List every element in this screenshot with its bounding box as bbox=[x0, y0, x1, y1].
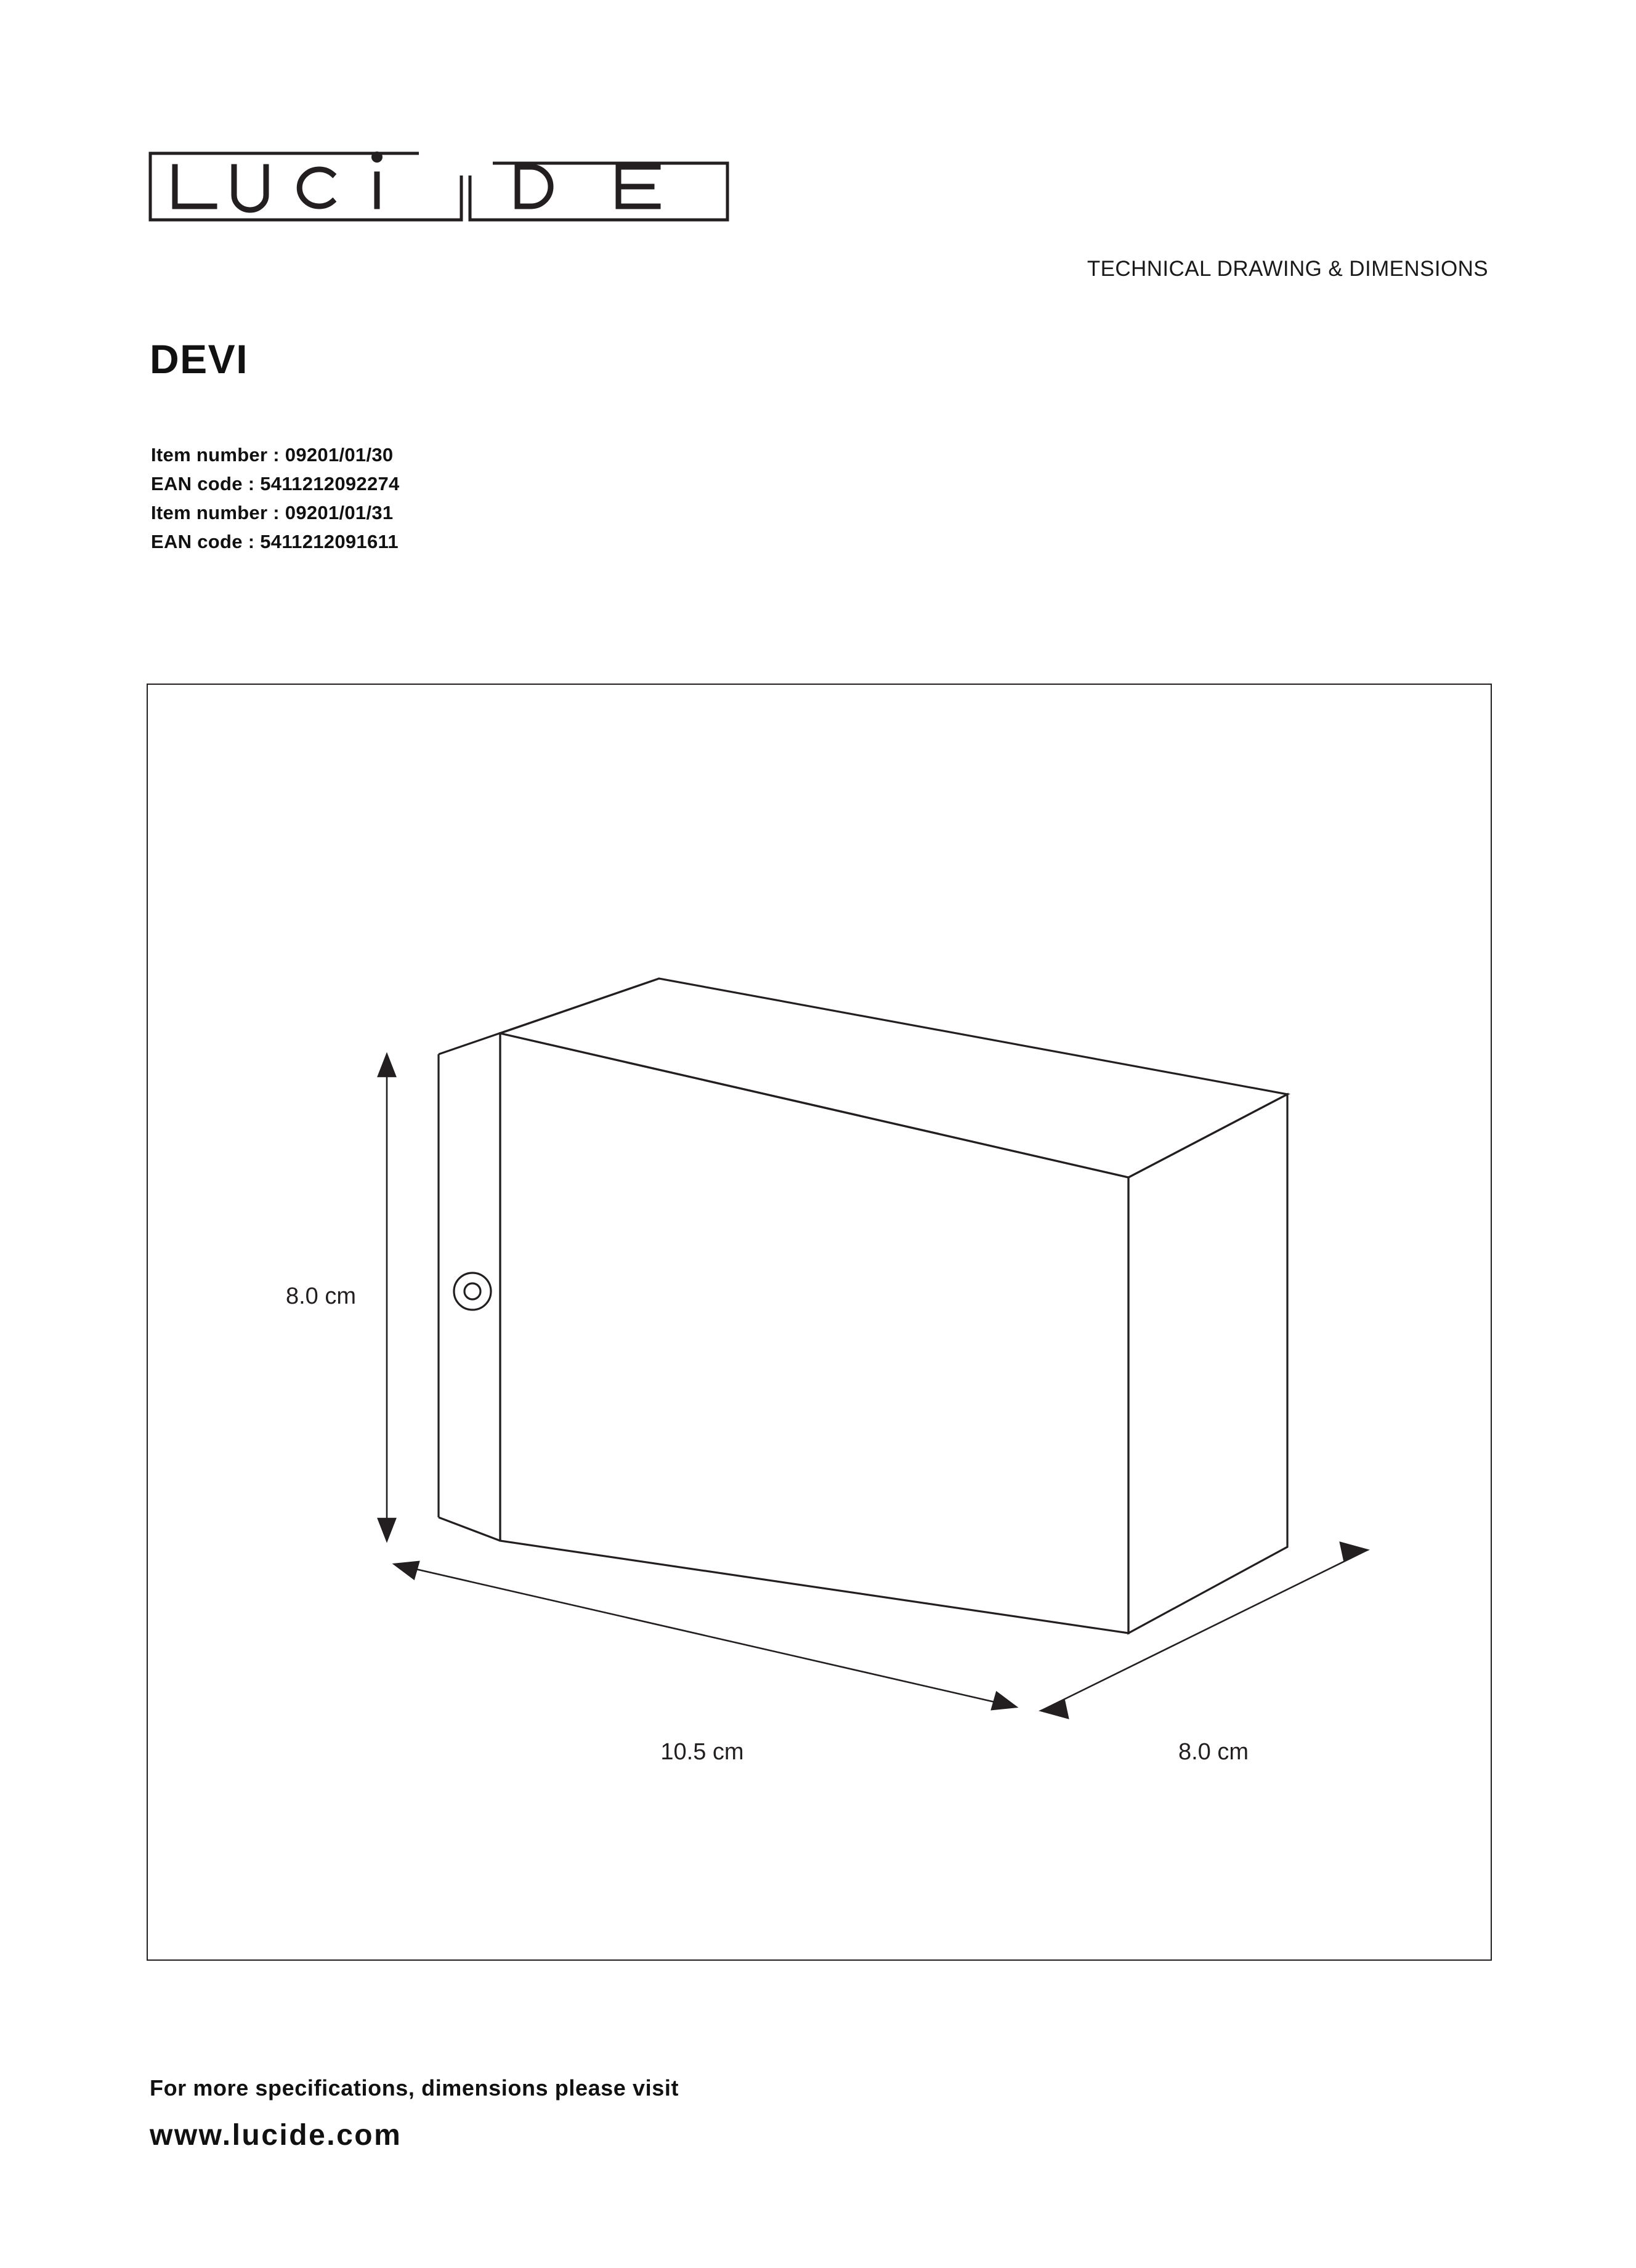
footer-text: For more specifications, dimensions please visit bbox=[150, 2075, 679, 2101]
dimension-width-label: 10.5 cm bbox=[660, 1739, 744, 1765]
product-name: DEVI bbox=[150, 336, 249, 382]
ean-code-2: EAN code : 5411212091611 bbox=[151, 531, 399, 552]
page-header bbox=[148, 126, 1488, 281]
product-codes bbox=[151, 440, 400, 556]
page-title: TECHNICAL DRAWING & DIMENSIONS bbox=[1087, 257, 1488, 281]
item-number-1: Item number : 09201/01/30 bbox=[151, 444, 394, 466]
lucide-logo bbox=[148, 126, 733, 237]
technical-drawing bbox=[148, 685, 1491, 1959]
technical-drawing-frame bbox=[147, 684, 1492, 1961]
ean-code-1: EAN code : 5411212092274 bbox=[151, 473, 400, 494]
item-number-2: Item number : 09201/01/31 bbox=[151, 502, 394, 523]
dimension-depth-label: 8.0 cm bbox=[1178, 1739, 1249, 1765]
footer-website[interactable]: www.lucide.com bbox=[150, 2119, 402, 2152]
dimension-height-label: 8.0 cm bbox=[285, 1283, 356, 1309]
